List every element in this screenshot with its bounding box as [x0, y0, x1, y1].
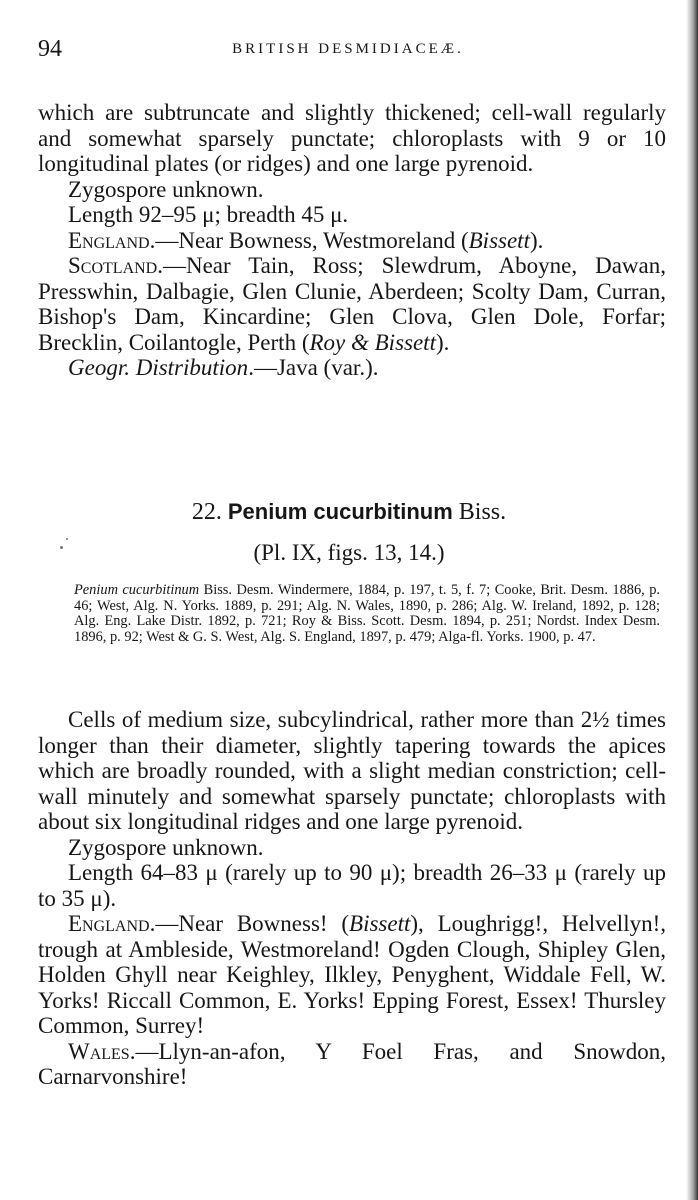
continued-geographic-distribution: Geogr. Distribution.—Java (var.).	[68, 355, 379, 380]
continued-description: which are subtruncate and slightly thickened; cell-wall regularly and somewhat sparsely punctate; chloroplasts with 9 or 10 longitudinal plates (or ridges) and one large pyrenoid.	[38, 100, 666, 176]
continued-scotland-record: Scotland.—Near Tain, Ross; Slewdrum, Aboyne, Dawan, Presswhin, Dalbagie, Glen Clunie, Aberdeen; Scolty Dam, Curran, Bishop's Dam, Kincardine; Glen Clova, Glen Dole, Forfar; Brecklin, Coilantogle, Perth (Roy & Bissett).	[38, 253, 666, 355]
reference-species-name: Penium cucurbitinum	[74, 582, 200, 598]
plate-reference: (Pl. IX, figs. 13, 14.)	[253, 540, 445, 565]
measurements: Length 64–83 μ (rarely up to 90 μ); breadth 26–33 μ (rarely up to 35 μ).	[38, 860, 666, 911]
running-head: BRITISH DESMIDIACEÆ.	[232, 41, 464, 57]
region-label: England	[68, 911, 150, 936]
page-number: 94	[38, 36, 62, 62]
bibliographic-references	[74, 583, 660, 646]
species-name: Penium cucurbitinum	[227, 499, 453, 524]
collector-name: Roy & Bissett	[309, 329, 436, 355]
region-label: Wales	[68, 1038, 130, 1064]
species-number: 22.	[191, 499, 222, 525]
species-author: Biss.	[458, 499, 507, 525]
england-record: England.—Near Bowness! (Bissett), Loughrigg!, Helvellyn!, trough at Ambleside, Westmoreland! Ogden Clough, Shipley Glen, Holden Ghyll near Keighley, Ilkley, Penyghent, Widdale Fell, W. Yorks! Riccall Common, E. Yorks! Epping Forest, Essex! Thursley Common, Surrey!	[38, 911, 666, 1038]
species-heading	[0, 499, 698, 526]
continued-entry	[38, 100, 666, 381]
page-header	[38, 36, 658, 66]
region-label: England	[68, 227, 150, 253]
continued-england-record: England.—Near Bowness, Westmoreland (Bissett).	[68, 227, 544, 253]
continued-measurements: Length 92–95 μ; breadth 45 μ.	[68, 202, 349, 227]
collector-name: Bissett	[349, 911, 411, 936]
cell-description: Cells of medium size, subcylindrical, rather more than 2½ times longer than their diameter, slightly tapering towards the apices which are broadly rounded, with a slight median constriction; cell-wall minutely and somewhat sparsely punctate; chloroplasts with about six longitudinal ridges and one large pyrenoid.	[38, 707, 666, 834]
collector-name: Bissett	[468, 227, 530, 253]
region-label: Scotland	[68, 253, 158, 278]
continued-zygospore: Zygospore unknown.	[68, 176, 264, 202]
page-gutter-shadow	[686, 0, 698, 1200]
reference-list: Biss. Desm. Windermere, 1884, p. 197, t. 5, f. 7; Cooke, Brit. Desm. 1886, p. 46; West, Alg. N. Yorks. 1889, p. 291; Alg. N. Wales, 1890, p. 286; Alg. W. Ireland, 1892, p. 128; Alg. Eng. Lake Distr. 1892, p. 721; Roy & Biss. Scott. Desm. 1894, p. 251; Nordst. Index Desm. 1896, p. 92; West & G. S. West, Alg. S. England, 1897, p. 479; Alga-fl. Yorks. 1900, p. 47.	[74, 582, 661, 646]
species-description	[38, 707, 666, 1090]
geogr-label: Geogr. Distribution	[68, 355, 249, 380]
wales-record: Wales.—Llyn-an-afon, Y Foel Fras, and Snowdon, Carnarvonshire!	[38, 1038, 666, 1089]
zygospore-note: Zygospore unknown.	[68, 834, 264, 860]
